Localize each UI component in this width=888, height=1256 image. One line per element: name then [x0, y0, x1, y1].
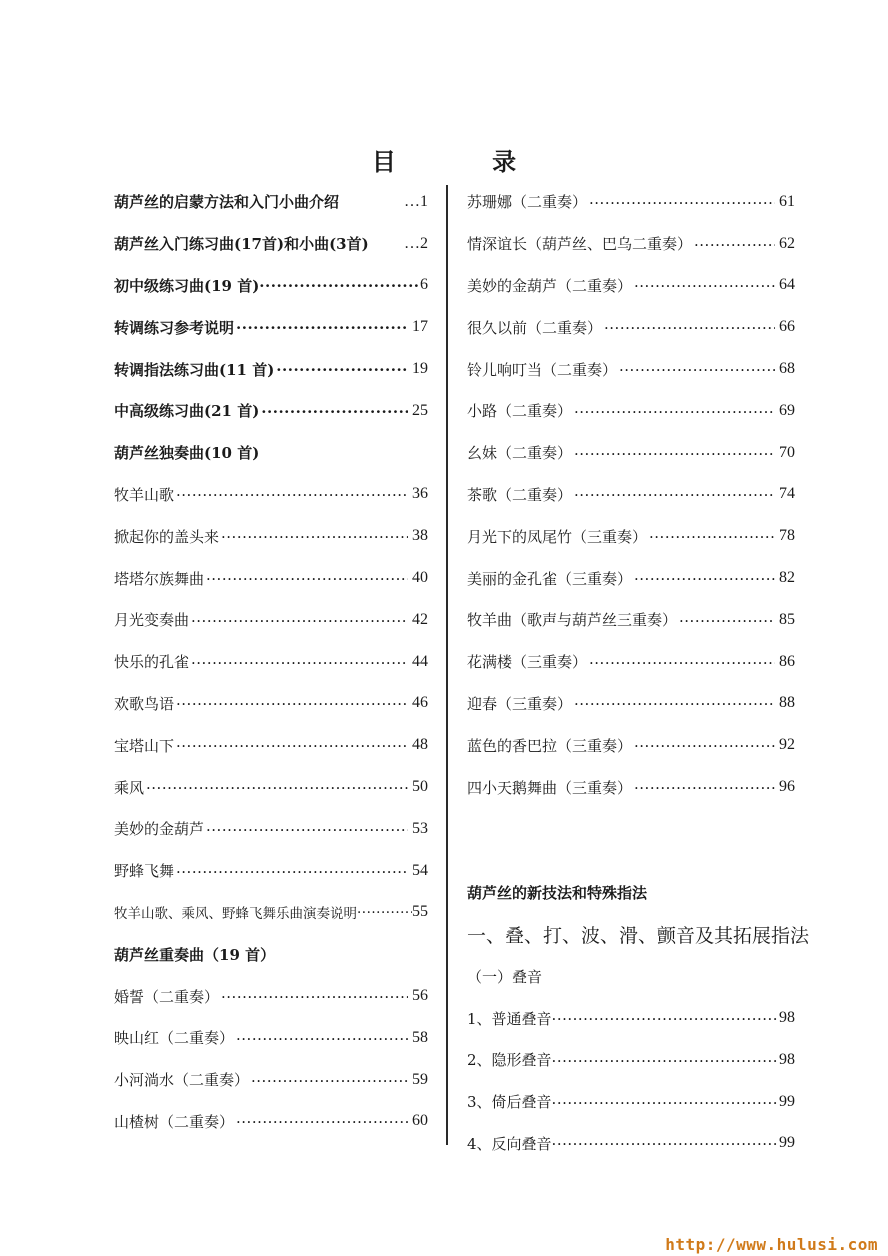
toc-leader-dots: [574, 445, 775, 463]
toc-entry-title: 野蜂飞舞: [114, 862, 175, 881]
toc-entry-title: 小河淌水（二重奏）: [114, 1071, 250, 1090]
toc-entry-page: 40: [412, 569, 428, 587]
toc-leader-dots: [619, 361, 775, 379]
toc-entry-title: 幺妹（二重奏）: [467, 444, 573, 463]
toc-right-bottom: [467, 872, 810, 1165]
toc-gap: [467, 850, 795, 872]
toc-entry-page: 60: [412, 1112, 428, 1130]
toc-entry[interactable]: [467, 599, 795, 641]
toc-entry[interactable]: [467, 1081, 795, 1123]
toc-entry[interactable]: [114, 683, 428, 725]
toc-entry-title: 宝塔山下: [114, 736, 175, 755]
toc-leader-dots: [574, 403, 775, 421]
toc-entry-page: 25: [412, 401, 428, 419]
toc-entry[interactable]: [467, 515, 795, 557]
toc-leader-dots: [552, 1094, 779, 1112]
toc-leader-dots: [649, 528, 775, 546]
toc-entry-page: 36: [412, 485, 428, 503]
toc-entry[interactable]: [467, 557, 795, 599]
toc-entry[interactable]: [114, 390, 428, 432]
toc-leader-dots: [236, 1113, 408, 1131]
toc-entry-title: 四小天鹅舞曲（三重奏）: [467, 778, 633, 797]
toc-leader-dots: [276, 361, 408, 379]
toc-entry-title: 月光下的凤尾竹（三重奏）: [467, 527, 648, 546]
toc-entry[interactable]: [114, 1017, 428, 1059]
toc-gap: [467, 808, 795, 850]
toc-entry[interactable]: [467, 683, 795, 725]
toc-entry-page: 62: [779, 234, 795, 252]
toc-leader-dots: [236, 1030, 408, 1048]
toc-entry[interactable]: [467, 997, 795, 1039]
toc-entry-page: 17: [412, 318, 428, 336]
toc-entry-title: 一、叠、打、波、滑、颤音及其拓展指法: [467, 924, 810, 947]
toc-leader-dots: [552, 1135, 779, 1153]
toc-leader-dots: [552, 1010, 779, 1028]
toc-entry[interactable]: [467, 914, 810, 956]
toc-entry-title: 茶歌（二重奏）: [467, 485, 573, 504]
toc-entry-title: 中高级练习曲(21 首): [114, 402, 260, 421]
toc-entry-title: 美妙的金葫芦: [114, 820, 205, 839]
toc-entry-title: 2、隐形叠音: [467, 1051, 552, 1070]
toc-leader-dots: [176, 737, 408, 755]
toc-entry-title: 美妙的金葫芦（二重奏）: [467, 276, 633, 295]
toc-entry-page: 42: [412, 610, 428, 628]
toc-leader-dots: [357, 905, 412, 921]
toc-entry-title: 掀起你的盖头来: [114, 527, 220, 546]
toc-entry-title: 塔塔尔族舞曲: [114, 569, 205, 588]
toc-entry-title: 铃儿响叮当（二重奏）: [467, 360, 618, 379]
toc-entry[interactable]: [467, 432, 795, 474]
toc-entry-title: 花满楼（三重奏）: [467, 653, 588, 672]
toc-entry-page: 56: [412, 987, 428, 1005]
toc-entry-title: 月光变奏曲: [114, 611, 190, 630]
toc-entry-page: 48: [412, 736, 428, 754]
toc-entry[interactable]: [114, 181, 428, 223]
site-watermark: http://www.hulusi.com: [665, 1235, 878, 1254]
toc-entry-title: （一）叠音: [467, 967, 543, 986]
toc-entry[interactable]: [467, 223, 795, 265]
toc-entry[interactable]: [114, 557, 428, 599]
toc-entry-title: 小路（二重奏）: [467, 402, 573, 421]
toc-right-column: [467, 181, 810, 1164]
toc-entry-page: 6: [420, 276, 428, 294]
toc-entry-page: 55: [412, 903, 428, 921]
toc-entry[interactable]: [467, 306, 795, 348]
toc-leader-dots: [176, 863, 408, 881]
toc-entry-page: 69: [779, 401, 795, 419]
toc-entry-title: 很久以前（二重奏）: [467, 318, 603, 337]
toc-leader-dots: [604, 319, 775, 337]
toc-entry-page: 61: [779, 192, 795, 210]
toc-entry-page: 54: [412, 861, 428, 879]
toc-entry-title: 苏珊娜（二重奏）: [467, 193, 588, 212]
toc-entry-title: 山楂树（二重奏）: [114, 1112, 235, 1131]
toc-entry-title: 牧羊山歌: [114, 485, 175, 504]
page-title: 目 录: [371, 147, 561, 176]
toc-entry-title: 葫芦丝的新技法和特殊指法: [467, 884, 648, 903]
toc-entry[interactable]: [114, 348, 428, 390]
toc-entry-page: 44: [412, 652, 428, 670]
toc-entry-title: 乘风: [114, 778, 145, 797]
toc-entry-page: 74: [779, 485, 795, 503]
toc-entry[interactable]: [467, 1123, 795, 1165]
toc-leader-dots: [694, 236, 775, 254]
toc-entry[interactable]: [467, 766, 795, 808]
toc-entry[interactable]: [114, 1059, 428, 1101]
toc-entry-title: 婚誓（二重奏）: [114, 987, 220, 1006]
toc-entry[interactable]: [114, 933, 428, 975]
toc-entry-title: 迎春（三重奏）: [467, 694, 573, 713]
toc-leader-dots: [206, 821, 408, 839]
toc-entry-title: 转调指法练习曲(11 首): [114, 360, 275, 379]
toc-leader-dots: [191, 654, 408, 672]
toc-leader-dots: [589, 194, 775, 212]
toc-entry-title: 美丽的金孔雀（三重奏）: [467, 569, 633, 588]
toc-leader-dots: [634, 570, 775, 588]
toc-entry[interactable]: [114, 766, 428, 808]
toc-entry-title: 牧羊山歌、乘风、野蜂飞舞乐曲演奏说明: [114, 906, 357, 923]
toc-entry-page: 99: [779, 1134, 795, 1152]
toc-leader-dots: [679, 612, 775, 630]
toc-entry-page: 96: [779, 778, 795, 796]
toc-leader-dots: [206, 570, 408, 588]
toc-entry-title: 葫芦丝独奏曲(10 首): [114, 444, 260, 463]
column-divider: [446, 185, 448, 1145]
toc-entry-page: 86: [779, 652, 795, 670]
toc-leader-dots: [176, 695, 408, 713]
toc-leader-dots: [251, 1072, 408, 1090]
toc-entry-title: 葫芦丝重奏曲（19 首）: [114, 945, 276, 964]
toc-entry-page: 38: [412, 527, 428, 545]
toc-entry[interactable]: [114, 599, 428, 641]
toc-entry-page: 85: [779, 610, 795, 628]
toc-entry-page: 46: [412, 694, 428, 712]
toc-entry[interactable]: [467, 1039, 795, 1081]
toc-entry[interactable]: [467, 872, 795, 914]
toc-entry-title: 牧羊曲（歌声与葫芦丝三重奏）: [467, 611, 678, 630]
toc-entry-page: 98: [779, 1009, 795, 1027]
toc-leader-dots: [221, 528, 408, 546]
toc-entry[interactable]: [114, 641, 428, 683]
toc-right-top: [467, 181, 795, 808]
toc-entry[interactable]: [114, 432, 428, 474]
toc-entry-page: …2: [404, 234, 428, 252]
toc-entry-title: 1、普通叠音: [467, 1009, 552, 1028]
toc-leader-dots: [259, 277, 420, 295]
toc-leader-dots: [634, 779, 775, 797]
toc-entry-title: 蓝色的香巴拉（三重奏）: [467, 736, 633, 755]
toc-entry[interactable]: [467, 348, 795, 390]
toc-entry[interactable]: [114, 724, 428, 766]
toc-entry-page: 64: [779, 276, 795, 294]
toc-leader-dots: [221, 988, 408, 1006]
toc-leader-dots: [146, 779, 408, 797]
toc-leader-dots: [589, 654, 775, 672]
toc-entry-page: 59: [412, 1070, 428, 1088]
toc-entry-page: 68: [779, 360, 795, 378]
toc-entry-title: 3、倚后叠音: [467, 1093, 552, 1112]
toc-entry[interactable]: [114, 892, 428, 934]
toc-entry[interactable]: [114, 1101, 428, 1143]
toc-entry-title: 情深谊长（葫芦丝、巴乌二重奏）: [467, 235, 693, 254]
toc-entry-page: 99: [779, 1092, 795, 1110]
toc-entry[interactable]: [114, 223, 428, 265]
toc-leader-dots: [552, 1052, 779, 1070]
toc-entry[interactable]: [114, 474, 428, 516]
toc-entry-title: 转调练习参考说明: [114, 318, 235, 337]
toc-entry[interactable]: [467, 181, 795, 223]
toc-entry-page: 66: [779, 318, 795, 336]
toc-leader-dots: [574, 486, 775, 504]
toc-entry[interactable]: [114, 850, 428, 892]
toc-entry[interactable]: [114, 975, 428, 1017]
toc-entry-title: 葫芦丝的启蒙方法和入门小曲介绍: [114, 193, 340, 212]
toc-leader-dots: [634, 277, 775, 295]
toc-entry-title: 初中级练习曲(19 首): [114, 276, 260, 295]
toc-leader-dots: [176, 486, 408, 504]
toc-leader-dots: [236, 319, 408, 337]
toc-entry[interactable]: [114, 515, 428, 557]
toc-entry[interactable]: [467, 390, 795, 432]
toc-entry-page: 78: [779, 527, 795, 545]
toc-entry-page: 19: [412, 360, 428, 378]
toc-entry-page: 98: [779, 1050, 795, 1068]
toc-entry-title: 4、反向叠音: [467, 1134, 552, 1153]
toc-entry[interactable]: [467, 265, 795, 307]
toc-leader-dots: [574, 695, 775, 713]
toc-entry-page: 82: [779, 569, 795, 587]
toc-entry-page: 92: [779, 736, 795, 754]
toc-entry-page: 88: [779, 694, 795, 712]
toc-entry[interactable]: [467, 641, 795, 683]
toc-entry-page: …1: [404, 192, 428, 210]
toc-entry-page: 50: [412, 778, 428, 796]
toc-entry[interactable]: [114, 306, 428, 348]
toc-entry-title: 快乐的孔雀: [114, 653, 190, 672]
toc-entry[interactable]: [467, 474, 795, 516]
toc-leader-dots: [634, 737, 775, 755]
toc-entry[interactable]: [114, 808, 428, 850]
toc-entry-page: 70: [779, 443, 795, 461]
toc-left-column: [114, 181, 428, 1142]
toc-entry[interactable]: [114, 265, 428, 307]
toc-entry[interactable]: [467, 724, 795, 766]
toc-entry-page: 53: [412, 819, 428, 837]
toc-entry-title: 葫芦丝入门练习曲(17首)和小曲(3首): [114, 235, 369, 254]
toc-entry-title: 映山红（二重奏）: [114, 1029, 235, 1048]
toc-entry-page: 58: [412, 1028, 428, 1046]
toc-leader-dots: [261, 403, 408, 421]
toc-entry-title: 欢歌鸟语: [114, 694, 175, 713]
toc-leader-dots: [191, 612, 408, 630]
toc-entry[interactable]: [467, 955, 795, 997]
